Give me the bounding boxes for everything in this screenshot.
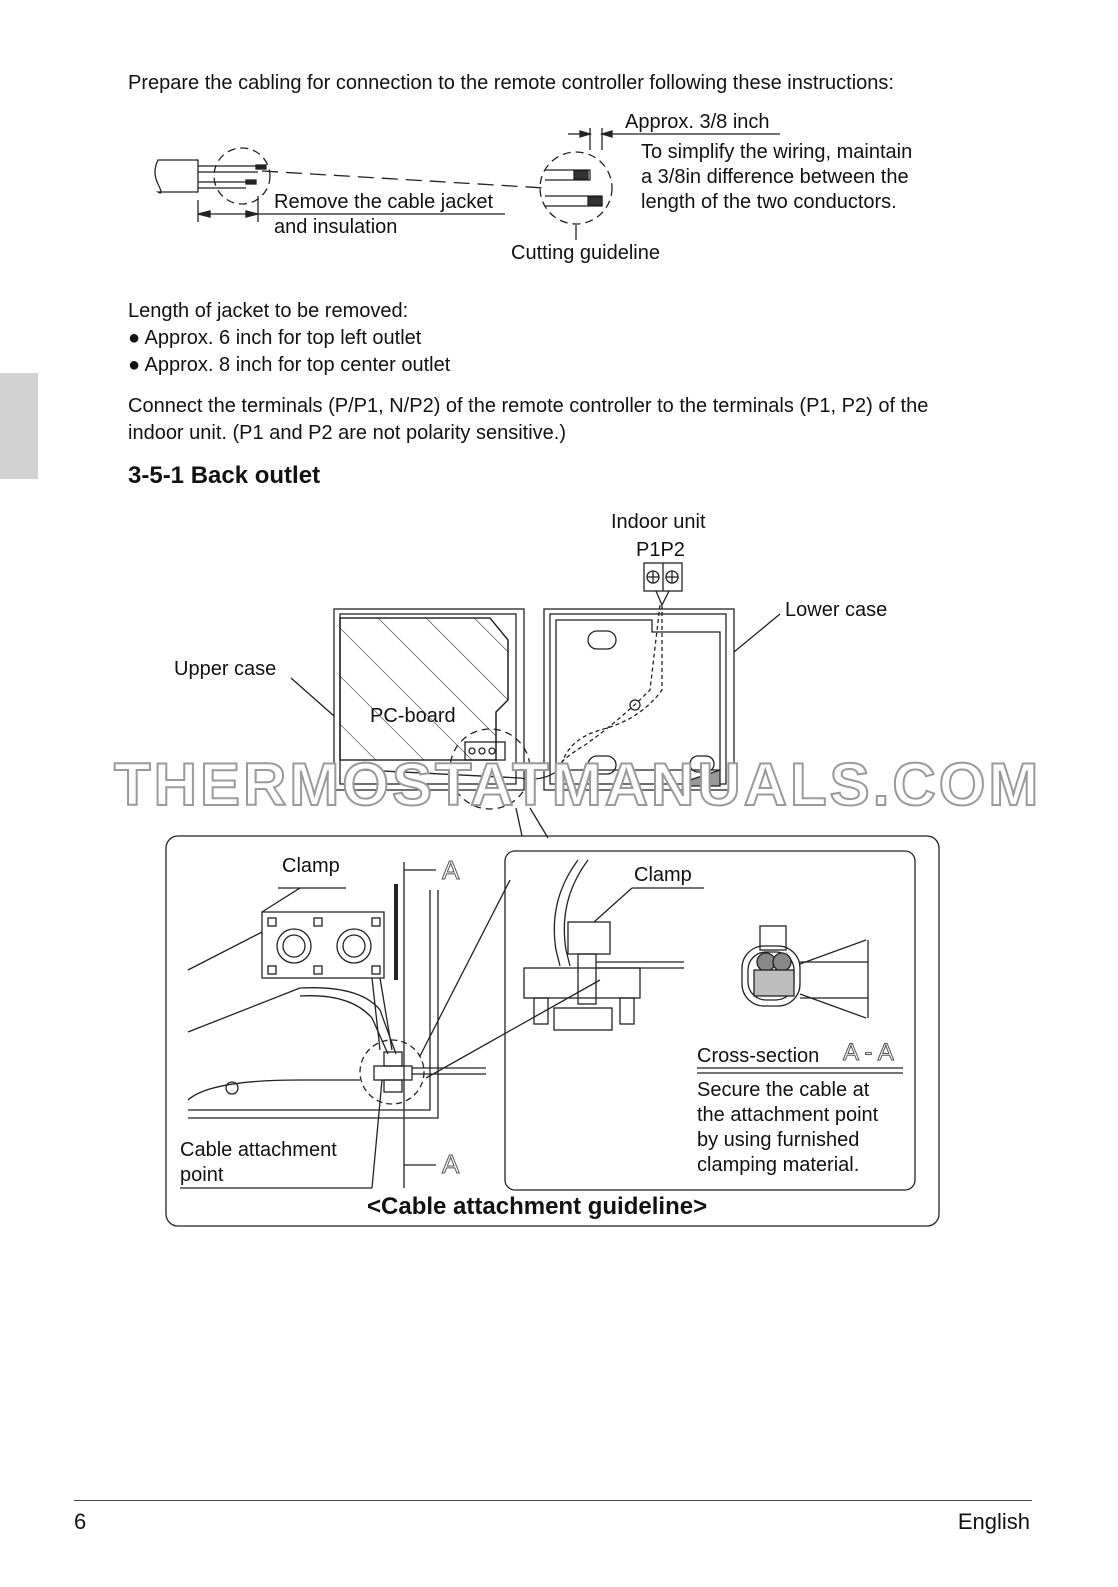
secure-line-1: Secure the cable at	[697, 1079, 870, 1101]
watermark: THERMOSTATMANUALS.COM	[114, 751, 1042, 818]
guideline-title: <Cable attachment guideline>	[367, 1193, 708, 1220]
indoor-unit-label: Indoor unit	[611, 511, 706, 533]
upper-case-label: Upper case	[174, 658, 277, 680]
detail-frame	[166, 836, 939, 1226]
section-mark-top: A	[442, 855, 460, 885]
simplify-line-1: To simplify the wiring, maintain	[641, 141, 913, 163]
cross-section-label: Cross-section	[697, 1045, 820, 1067]
secure-line-3: by using furnished	[697, 1129, 860, 1151]
jacket-item-left: ● Approx. 6 inch for top left outlet	[128, 327, 422, 349]
clamp-right-label: Clamp	[634, 864, 692, 886]
lower-case-label: Lower case	[785, 599, 888, 621]
footer-rule	[74, 1500, 1032, 1501]
remove-line-2: and insulation	[274, 216, 398, 238]
jacket-title: Length of jacket to be removed:	[128, 300, 409, 322]
jacket-item-center: ● Approx. 8 inch for top center outlet	[128, 354, 451, 376]
page-number: 6	[74, 1509, 87, 1534]
secure-line-2: the attachment point	[697, 1104, 879, 1126]
language-label: English	[957, 1509, 1030, 1534]
conductors-closeup	[540, 128, 780, 240]
intro-text: Prepare the cabling for connection to the remote controller following these instructions:	[128, 72, 894, 94]
simplify-line-2: a 3/8in difference between the	[641, 166, 909, 188]
cross-section-drawing	[697, 926, 903, 1073]
approx-label: Approx. 3/8 inch	[625, 111, 770, 133]
cable-attach-line-2: point	[180, 1164, 224, 1186]
detail-right-panel	[505, 851, 915, 1190]
remove-line-1: Remove the cable jacket	[274, 191, 494, 213]
connect-line-1: Connect the terminals (P/P1, N/P2) of the remote controller to the terminals (P1, P2) of the	[128, 395, 929, 417]
section-heading: 3-5-1 Back outlet	[128, 462, 321, 489]
secure-line-4: clamping material.	[697, 1154, 860, 1176]
cable-attach-line-1: Cable attachment	[180, 1139, 337, 1161]
clamp-detail-left	[180, 862, 600, 1188]
simplify-line-3: length of the two conductors.	[641, 191, 897, 213]
section-mark-bottom: A	[442, 1149, 460, 1179]
cross-section-marks: A - A	[843, 1039, 894, 1066]
clamp-left-label: Clamp	[282, 855, 340, 877]
clamp-detail-right	[524, 860, 704, 1030]
connect-line-2: indoor unit. (P1 and P2 are not polarity sensitive.)	[128, 422, 567, 444]
indoor-terminal-block	[644, 563, 682, 605]
cutting-guideline-label: Cutting guideline	[511, 242, 660, 264]
terminals-label: P1P2	[636, 539, 685, 561]
cable-jacket-drawing	[155, 148, 545, 222]
